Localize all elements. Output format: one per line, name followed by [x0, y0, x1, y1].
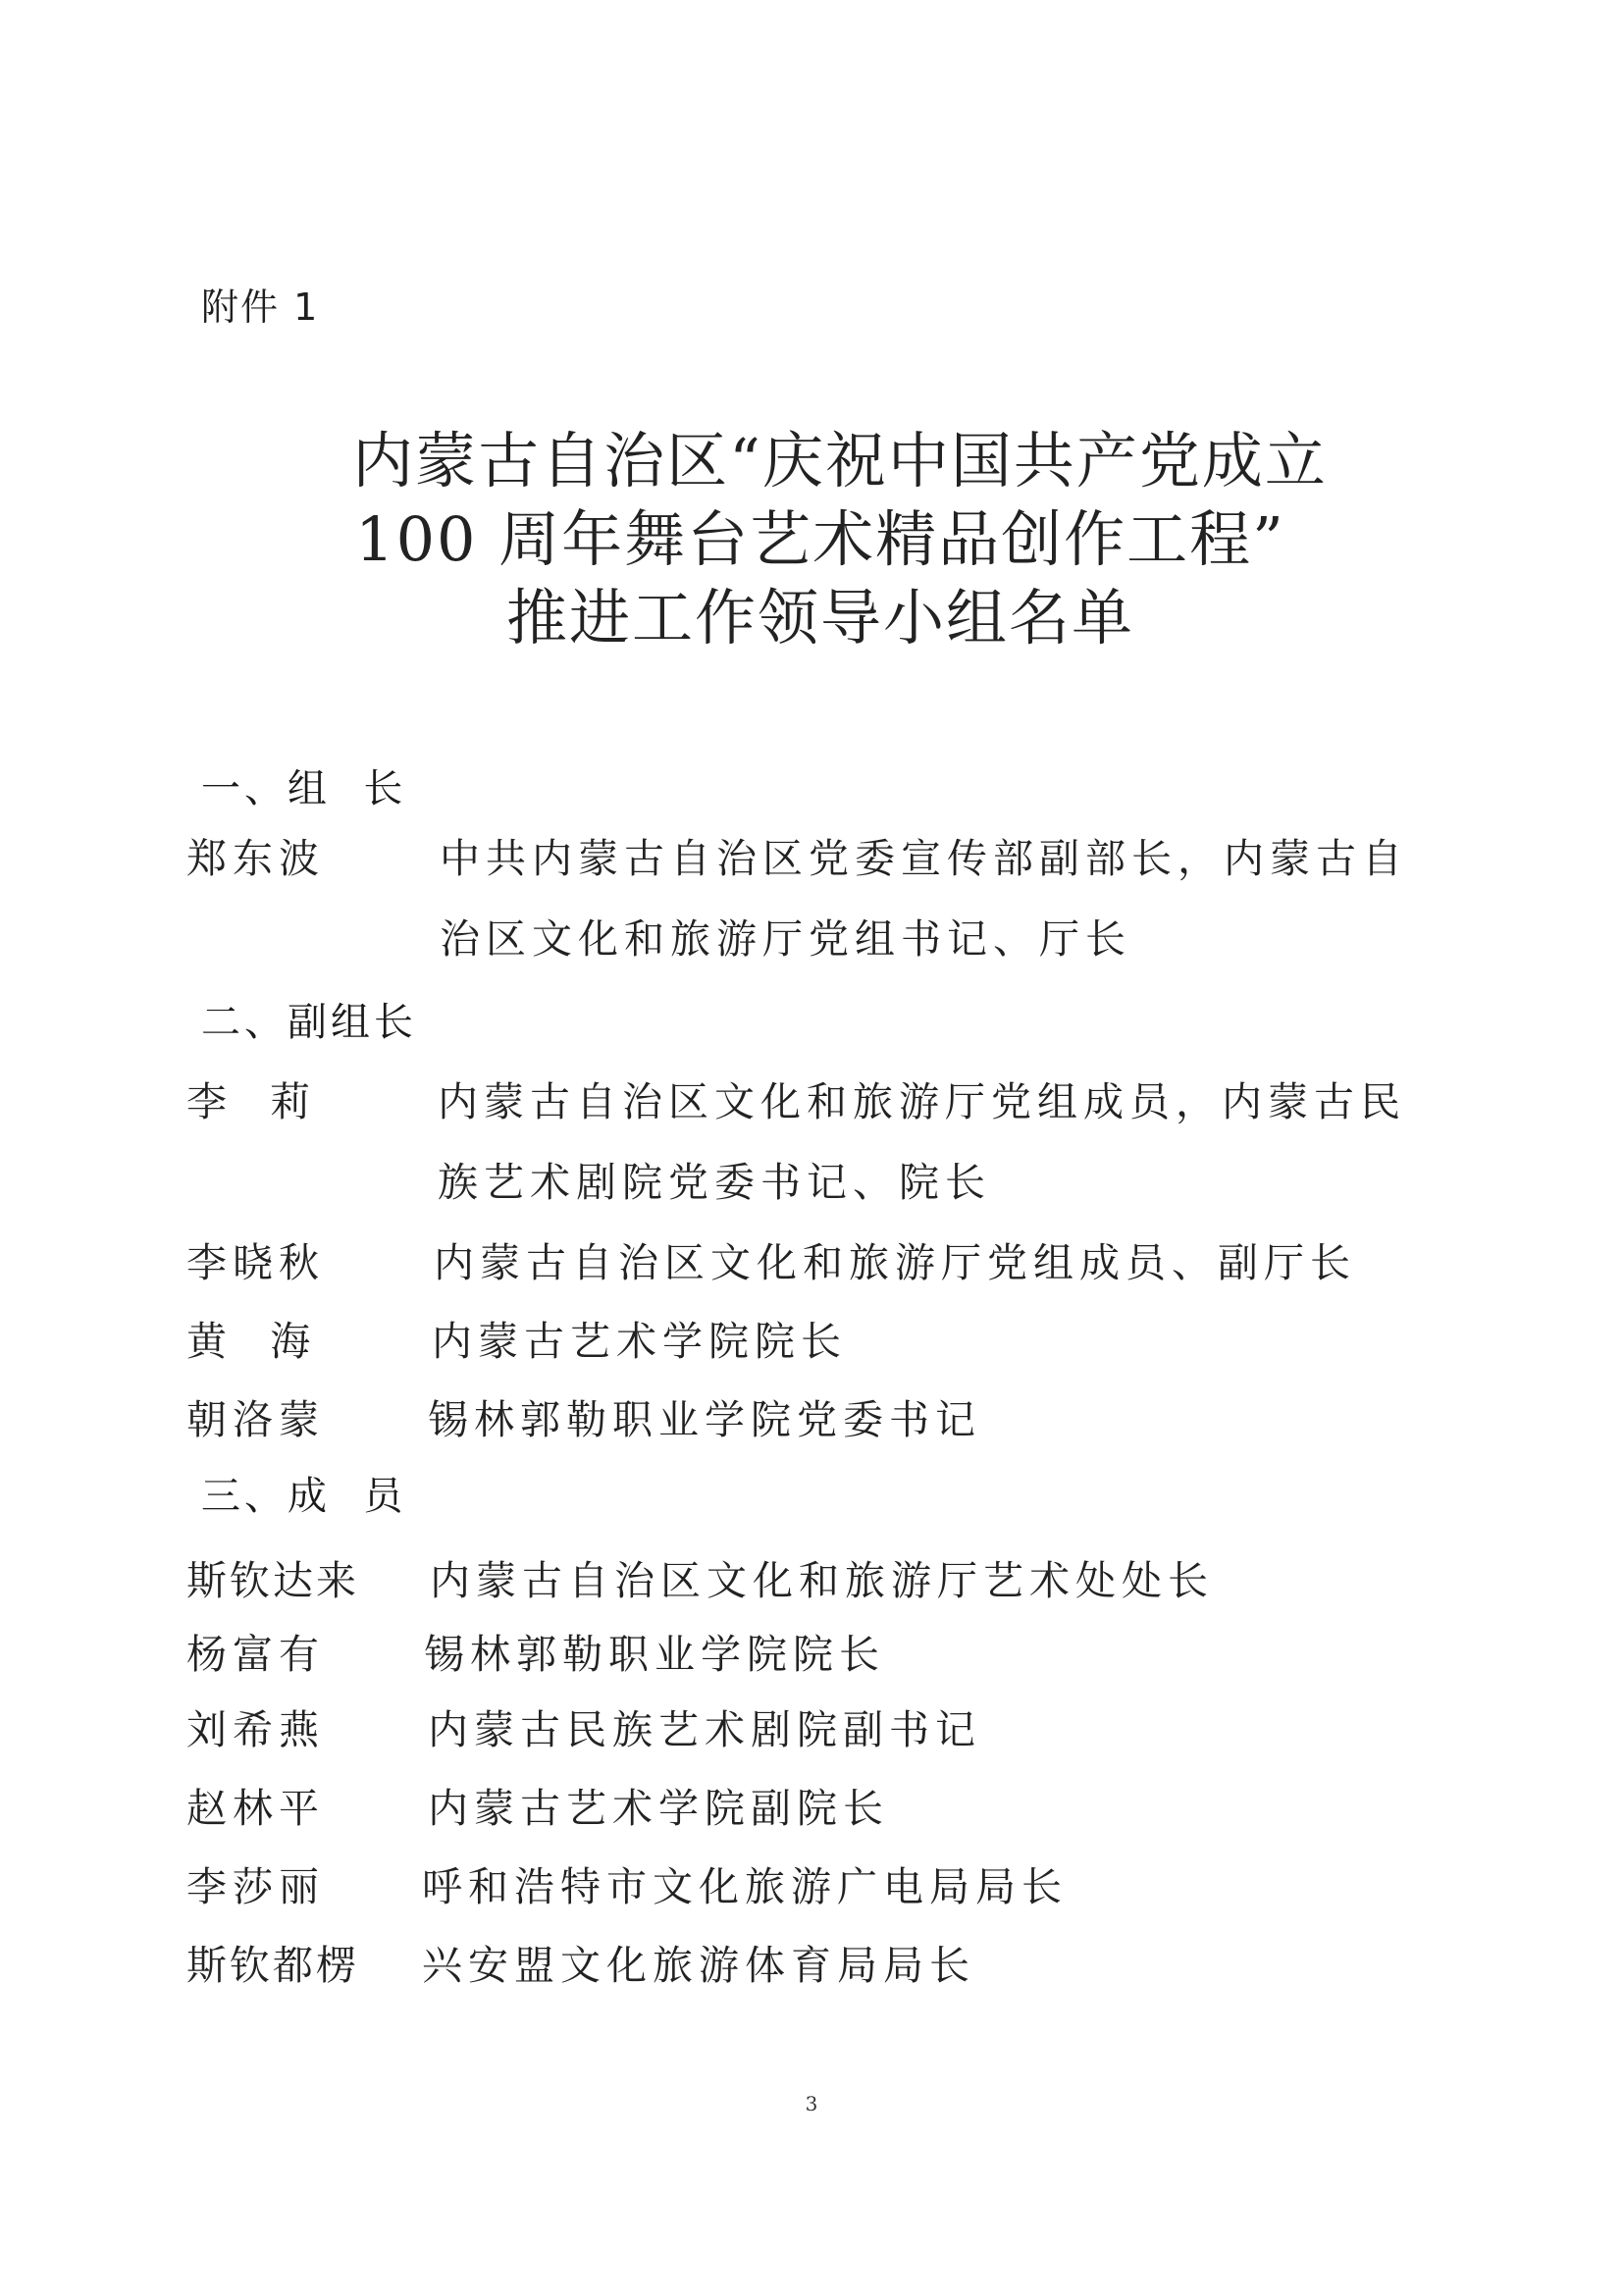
member-duty: 中共内蒙古自治区党委宣传部副部长，内蒙古自治区文化和旅游厅党组书记、厅长 [440, 835, 1408, 963]
title-line-2: 100 周年舞台艺术精品创作工程” [355, 503, 1285, 575]
member-duty: 呼和浩特市文化旅游广电局局长 [422, 1863, 1068, 1910]
title-line-3: 推进工作领导小组名单 [505, 582, 1134, 653]
member-duty: 内蒙古艺术学院副院长 [428, 1785, 889, 1832]
member-duty: 内蒙古自治区文化和旅游厅党组成员、副厅长 [434, 1239, 1356, 1286]
member-duty: 内蒙古艺术学院院长 [432, 1318, 847, 1365]
document-title [0, 422, 1623, 657]
section-heading-deputy: 二、副组长 [201, 1000, 417, 1045]
page-number: 3 [805, 2092, 818, 2115]
member-duty: 内蒙古自治区文化和旅游厅党组成员，内蒙古民族艺术剧院党委书记、院长 [438, 1078, 1406, 1206]
member-duty: 锡林郭勒职业学院院长 [424, 1631, 885, 1678]
member-name: 斯钦都楞 [186, 1942, 359, 1989]
attachment-label: 附件 1 [201, 286, 320, 329]
member-name: 赵林平 [186, 1785, 325, 1832]
member-name: 朝洛蒙 [186, 1396, 325, 1443]
member-duty: 内蒙古自治区文化和旅游厅艺术处处长 [430, 1557, 1214, 1604]
member-duty: 兴安盟文化旅游体育局局长 [422, 1942, 975, 1989]
section-heading-leader: 一、组 长 [201, 766, 407, 811]
member-name: 黄 海 [186, 1318, 317, 1365]
member-duty: 锡林郭勒职业学院党委书记 [428, 1396, 981, 1443]
member-duty: 内蒙古民族艺术剧院副书记 [428, 1706, 981, 1753]
member-name: 斯钦达来 [186, 1557, 359, 1604]
member-name: 杨富有 [186, 1631, 325, 1678]
member-name: 李 莉 [186, 1078, 317, 1125]
member-name: 刘希燕 [186, 1706, 325, 1753]
member-name: 郑东波 [186, 835, 325, 882]
section-heading-members: 三、成 员 [201, 1474, 407, 1519]
title-line-1: 内蒙古自治区“庆祝中国共产党成立 [352, 425, 1328, 496]
member-name: 李晓秋 [186, 1239, 325, 1286]
member-name: 李莎丽 [186, 1863, 325, 1910]
